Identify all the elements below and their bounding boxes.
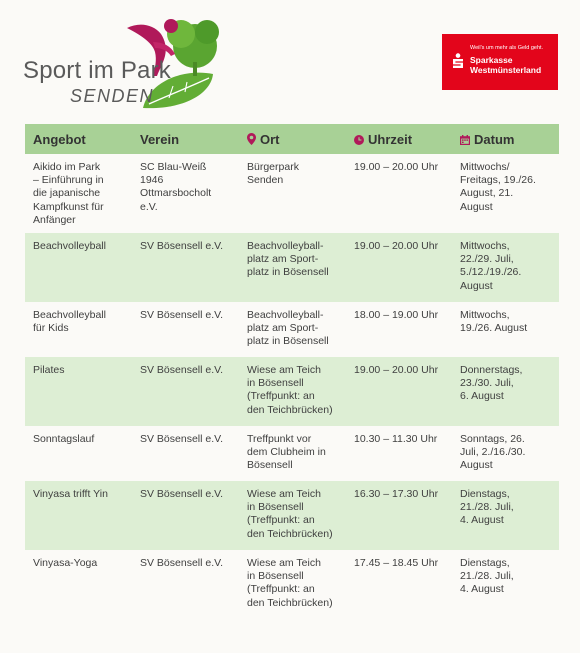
cell-ort	[239, 550, 346, 619]
clock-icon	[354, 135, 364, 145]
cell-line: August	[460, 200, 493, 213]
cell-line: – Einführung in	[33, 174, 104, 187]
cell-line: SV Bösensell e.V.	[140, 557, 224, 570]
cell-line: August, 21.	[460, 187, 514, 200]
cell-line: SC Blau-Weiß 1946	[140, 161, 207, 187]
cell-line: August	[460, 279, 493, 292]
cell-line: 6. August	[460, 390, 504, 403]
sparkasse-s-icon	[451, 53, 465, 69]
cell-line: für Kids	[33, 322, 69, 335]
cell-ort	[239, 426, 346, 481]
cell-line: Dienstags,	[460, 557, 510, 570]
cell-line: Wiese am Teich	[247, 364, 321, 377]
cell-line: in Bösensell	[247, 570, 304, 583]
cell-line: (Treffpunkt: an	[247, 390, 315, 403]
cell-verein	[132, 426, 239, 481]
cell-ort	[239, 357, 346, 426]
cell-line: Beachvolleyball-	[247, 309, 324, 322]
cell-line: SV Bösensell e.V.	[140, 309, 224, 322]
cell-line: 16.30 – 17.30 Uhr	[354, 488, 439, 501]
cell-line: Bösensell	[247, 459, 293, 472]
cell-angebot	[25, 302, 132, 357]
cell-uhrzeit	[346, 481, 452, 550]
column-header-ort: Ort	[239, 124, 346, 154]
cell-line: SV Bösensell e.V.	[140, 364, 224, 377]
cell-line: 21./28. Juli,	[460, 570, 514, 583]
cell-datum	[452, 481, 559, 550]
cell-line: Mittwochs/	[460, 161, 510, 173]
table-row	[25, 481, 559, 550]
sponsor-slogan: Weil's um mehr als Geld geht.	[470, 45, 544, 51]
cell-angebot	[25, 357, 132, 426]
calendar-icon	[460, 135, 470, 145]
sparkasse-sponsor-logo	[442, 34, 558, 90]
cell-line: Mittwochs,	[460, 309, 510, 322]
cell-line: e.V.	[140, 200, 158, 213]
cell-line: Beachvolleyball	[33, 309, 106, 322]
cell-line: 23./30. Juli,	[460, 377, 514, 390]
cell-line: 5./12./19./26.	[460, 266, 522, 279]
cell-line: die japanische	[33, 187, 101, 200]
cell-line: platz in Bösensell	[247, 335, 329, 348]
cell-line: 19.00 – 20.00 Uhr	[354, 161, 439, 173]
cell-line: Freitags, 19./26.	[460, 174, 536, 187]
cell-line: (Treffpunkt: an	[247, 583, 315, 596]
cell-ort	[239, 233, 346, 302]
cell-line: SV Bösensell e.V.	[140, 488, 224, 501]
cell-line: Beachvolleyball	[33, 240, 106, 253]
cell-line: in Bösensell	[247, 501, 304, 514]
cell-line: platz in Bösensell	[247, 266, 329, 279]
cell-ort	[239, 154, 346, 233]
cell-verein	[132, 481, 239, 550]
column-header-angebot: Angebot	[25, 124, 132, 154]
table-row	[25, 154, 559, 233]
cell-angebot	[25, 550, 132, 619]
cell-line: den Teichbrücken)	[247, 403, 333, 416]
table-header-row	[25, 124, 559, 154]
cell-angebot	[25, 481, 132, 550]
cell-line: Senden	[247, 174, 284, 187]
table-row	[25, 550, 559, 619]
column-header-verein: Verein	[132, 124, 239, 154]
cell-line: 4. August	[460, 583, 504, 596]
cell-uhrzeit	[346, 233, 452, 302]
cell-line: Pilates	[33, 364, 65, 377]
cell-verein	[132, 357, 239, 426]
cell-line: 19.00 – 20.00 Uhr	[354, 240, 439, 253]
cell-uhrzeit	[346, 426, 452, 481]
column-header-datum: Datum	[452, 124, 559, 154]
sport-im-park-logo	[18, 12, 218, 112]
cell-line: 17.45 – 18.45 Uhr	[354, 557, 439, 570]
page-header	[0, 0, 580, 120]
table-row	[25, 233, 559, 302]
cell-line: Wiese am Teich	[247, 557, 321, 570]
sponsor-name-line2: Westmünsterland	[470, 65, 542, 75]
cell-angebot	[25, 154, 132, 233]
sponsor-name-line1: Sparkasse	[470, 55, 513, 65]
cell-verein	[132, 302, 239, 357]
cell-line: den Teichbrücken)	[247, 527, 333, 540]
cell-datum	[452, 550, 559, 619]
cell-line: 19.00 – 20.00 Uhr	[354, 364, 439, 377]
cell-line: SV Bösensell e.V.	[140, 433, 224, 446]
cell-angebot	[25, 233, 132, 302]
cell-line: platz am Sport-	[247, 253, 319, 266]
cell-line: Sonntags, 26.	[460, 433, 525, 446]
cell-uhrzeit	[346, 154, 452, 233]
cell-datum	[452, 233, 559, 302]
cell-verein	[132, 154, 239, 233]
cell-line: Wiese am Teich	[247, 488, 321, 501]
cell-verein	[132, 233, 239, 302]
cell-line: Treffpunkt vor	[247, 433, 312, 446]
location-pin-icon	[247, 133, 256, 145]
cell-line: Mittwochs,	[460, 240, 510, 253]
cell-line: 19./26. August	[460, 322, 528, 335]
logo-subtitle: SENDEN	[70, 86, 155, 106]
cell-line: August	[460, 459, 493, 472]
cell-line: Aikido im Park	[33, 161, 101, 173]
cell-line: (Treffpunkt: an	[247, 514, 315, 527]
cell-line: Anfänger	[33, 213, 76, 226]
cell-line: 10.30 – 11.30 Uhr	[354, 433, 438, 446]
cell-ort	[239, 302, 346, 357]
cell-line: Beachvolleyball-	[247, 240, 324, 253]
cell-uhrzeit	[346, 357, 452, 426]
cell-line: den Teichbrücken)	[247, 596, 333, 609]
cell-line: SV Bösensell e.V.	[140, 240, 224, 253]
table-row	[25, 357, 559, 426]
cell-datum	[452, 154, 559, 233]
cell-line: Dienstags,	[460, 488, 510, 501]
cell-datum	[452, 426, 559, 481]
table-row	[25, 426, 559, 481]
cell-line: Kampfkunst für	[33, 200, 104, 213]
cell-line: 22./29. Juli,	[460, 253, 514, 266]
cell-line: 4. August	[460, 514, 504, 527]
table-body	[25, 154, 559, 619]
cell-verein	[132, 550, 239, 619]
program-table	[25, 124, 559, 619]
cell-line: platz am Sport-	[247, 322, 319, 335]
cell-line: in Bösensell	[247, 377, 304, 390]
cell-datum	[452, 302, 559, 357]
cell-uhrzeit	[346, 302, 452, 357]
cell-datum	[452, 357, 559, 426]
cell-line: Donnerstags,	[460, 364, 523, 377]
cell-line: Vinyasa-Yoga	[33, 557, 98, 570]
column-header-uhrzeit: Uhrzeit	[346, 124, 452, 154]
logo-title: Sport im Park	[23, 57, 171, 84]
cell-line: Vinyasa trifft Yin	[33, 488, 108, 501]
cell-line: Sonntagslauf	[33, 433, 95, 446]
cell-line: Bürgerpark	[247, 161, 299, 173]
cell-line: dem Clubheim in	[247, 446, 326, 459]
cell-uhrzeit	[346, 550, 452, 619]
cell-ort	[239, 481, 346, 550]
cell-line: 21./28. Juli,	[460, 501, 514, 514]
cell-angebot	[25, 426, 132, 481]
cell-line: Juli, 2./16./30.	[460, 446, 526, 459]
table-row	[25, 302, 559, 357]
cell-line: 18.00 – 19.00 Uhr	[354, 309, 439, 322]
cell-line: Ottmarsbocholt	[140, 187, 212, 200]
